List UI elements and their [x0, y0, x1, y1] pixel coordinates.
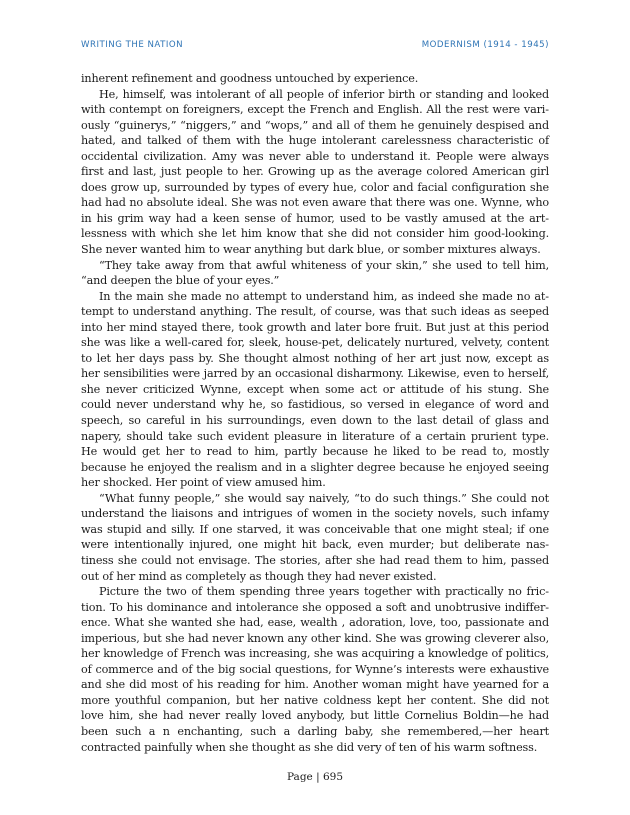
- running-header: [81, 40, 549, 54]
- page-number: Page | 695: [286, 771, 344, 783]
- paragraph: Picture the two of them spending three years together with practically no friction. To his dominance and intolerance she opposed a soft and unobtrusive indifference. What she wanted she had, ease, wealth , adoration, love, too, passionate and imperious, but she had never known any other kind. She was growing cleverer also, her knowledge of French was increasing, she was acquiring a knowledge of politics, of commerce and of the big social questions, for Wynne’s interests were exhaustive and she did most of his reading for him. Another woman might have yearned for a more youthful companion, but her native coldness kept her content. She did not love him, she had never really loved anybody, but little Cornelius Boldin—he had been such a n enchanting, such a darling baby, she remembered,—her heart contracted painfully when she thought as she did very of ten of his warm softness.: [81, 585, 549, 754]
- paragraph: He, himself, was intolerant of all people of inferior birth or standing and looked with contempt on foreigners, except the French and English. All the rest were variously “guinerys,” “niggers,” and “wops,” and all of them he genuinely despised and hated, and talked of them with the huge intolerant carelessness characteristic of occidental civilization. Amy was never able to understand it. People were always first and last, just people to her. Growing up as the average colored American girl does grow up, surrounded by types of every hue, color and facial configuration she had had no absolute ideal. She was not even aware that there was one. Wynne, who in his grim way had a keen sense of humor, used to be vastly amused at the artlessness with which she let him know that she did not consider him good-looking. She never wanted him to wear anything but dark blue, or somber mixtures always.: [81, 87, 549, 257]
- paragraph: “They take away from that awful whiteness of your skin,” she used to tell him, “and deepen the blue of your eyes.”: [81, 258, 549, 288]
- paragraph: inherent refinement and goodness untouched by experience.: [81, 72, 419, 85]
- header-book-title: WRITING THE NATION: [81, 40, 184, 50]
- paragraph: In the main she made no attempt to understand him, as indeed she made no attempt to understand anything. The result, of course, was that such ideas as seeped into her mind stayed there, took growth and later bore fruit. But just at this period she was like a well-cared for, sleek, house-pet, delicately nurtured, velvety, content to let her days pass by. She thought almost nothing of her art just now, except as her sensibilities were jarred by an occasional disharmony. Likewise, even to herself, she never criticized Wynne, except when some act or attitude of his stung. She could never understand why he, so fastidious, so versed in elegance of word and speech, so careful in his surroundings, even down to the last detail of glass and napery, should take such evident pleasure in literature of a certain prurient type. He would get her to read to him, partly because he liked to be read to, mostly because he enjoyed the realism and in a slighter degree because he enjoyed seeing her shocked. Her point of view amused him.: [81, 289, 549, 490]
- paragraph: “What funny people,” she would say naively, “to do such things.” She could not understand the liaisons and intrigues of women in the society novels, such infamy was stupid and silly. If one starved, it was conceivable that one might steal; if one were intentionally injured, one might hit back, even murder; but deliberate nastiness she could not envisage. The stories, after she had read them to him, passed out of her mind as completely as though they had never existed.: [81, 491, 549, 583]
- body-text: [81, 71, 549, 755]
- header-section-title: MODERNISM (1914 - 1945): [421, 40, 549, 50]
